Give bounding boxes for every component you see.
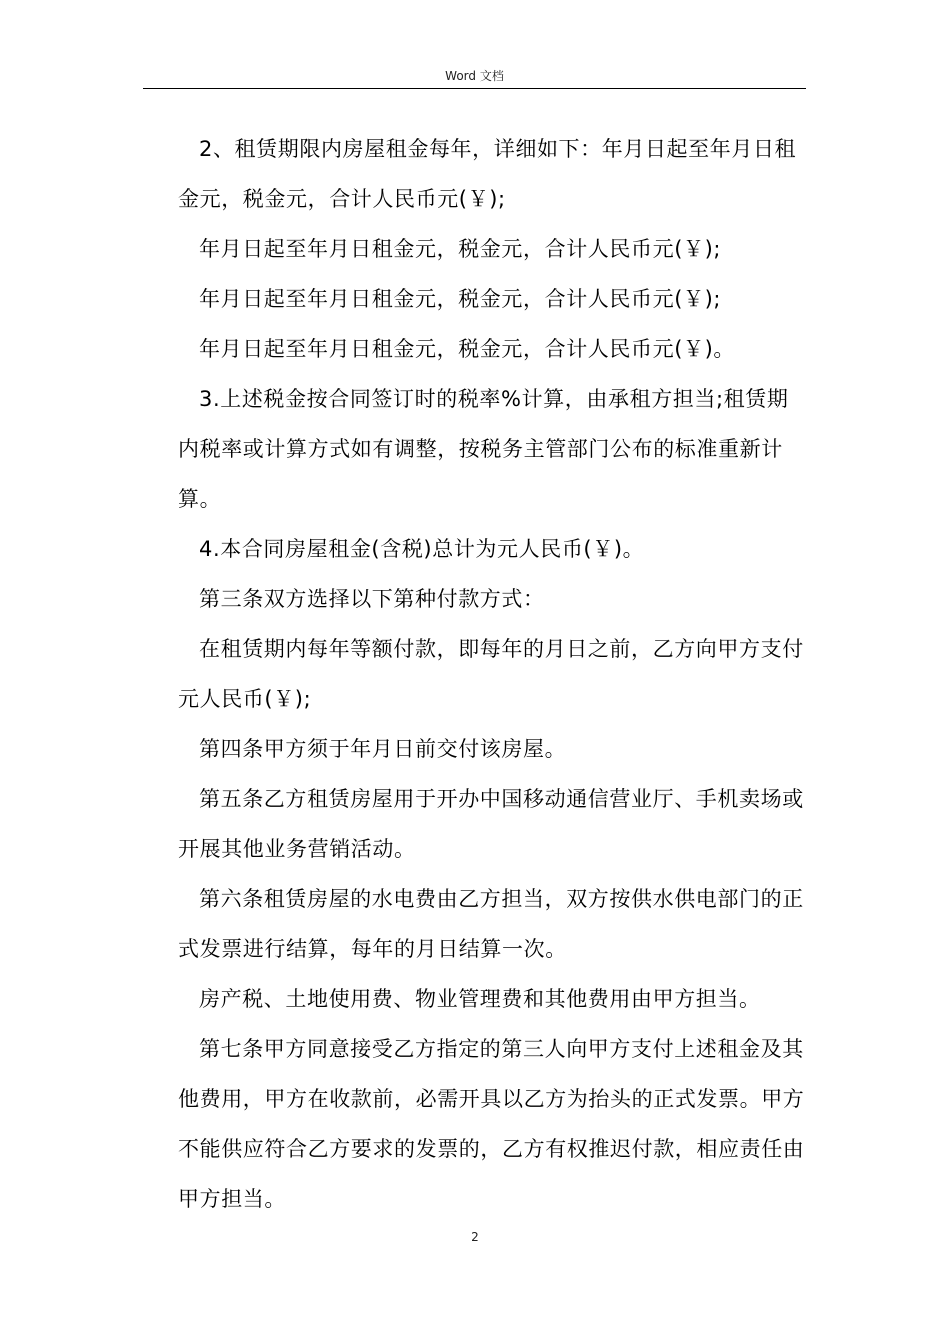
paragraph-rent-year-3: 年月日起至年月日租金元，税金元，合计人民币元(￥); bbox=[199, 287, 722, 311]
paragraph-rent-year-4: 年月日起至年月日租金元，税金元，合计人民币元(￥)。 bbox=[199, 337, 735, 361]
paragraph-other-fees: 房产税、土地使用费、物业管理费和其他费用由甲方担当。 bbox=[199, 987, 761, 1011]
document-body bbox=[178, 124, 806, 1224]
page-header bbox=[143, 66, 806, 89]
paragraph-rent-schedule: 2、租赁期限内房屋租金每年，详细如下：年月日起至年月日租金元，税金元，合计人民币元(￥); bbox=[178, 137, 797, 211]
paragraph-article-4: 第四条甲方须于年月日前交付该房屋。 bbox=[199, 737, 567, 761]
paragraph-article-3: 第三条双方选择以下第种付款方式： bbox=[199, 587, 545, 611]
paragraph-rent-year-2: 年月日起至年月日租金元，税金元，合计人民币元(￥); bbox=[199, 237, 722, 261]
paragraph-payment-method: 在租赁期内每年等额付款，即每年的月日之前，乙方向甲方支付元人民币(￥); bbox=[178, 637, 804, 711]
header-title: Word 文档 bbox=[445, 69, 504, 83]
page-number: 2 bbox=[471, 1230, 479, 1244]
page-footer bbox=[0, 1227, 950, 1247]
paragraph-article-5: 第五条乙方租赁房屋用于开办中国移动通信营业厅、手机卖场或开展其他业务营销活动。 bbox=[178, 787, 804, 861]
paragraph-article-6: 第六条租赁房屋的水电费由乙方担当，双方按供水供电部门的正式发票进行结算，每年的月日结算一次。 bbox=[178, 887, 804, 961]
paragraph-article-7: 第七条甲方同意接受乙方指定的第三人向甲方支付上述租金及其他费用，甲方在收款前，必需开具以乙方为抬头的正式发票。甲方不能供应符合乙方要求的发票的，乙方有权推迟付款，相应责任由甲方担当。 bbox=[178, 1037, 805, 1211]
paragraph-tax-rate: 3.上述税金按合同签订时的税率%计算，由承租方担当;租赁期内税率或计算方式如有调整，按税务主管部门公布的标准重新计算。 bbox=[178, 387, 789, 511]
paragraph-total-rent: 4.本合同房屋租金(含税)总计为元人民币(￥)。 bbox=[199, 537, 645, 561]
